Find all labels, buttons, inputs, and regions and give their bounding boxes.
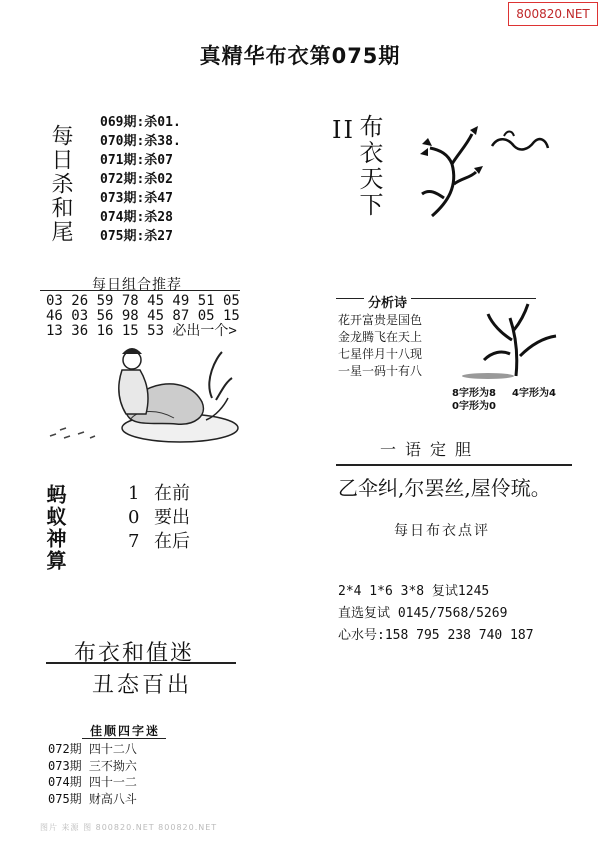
divider xyxy=(46,662,236,664)
list-item: 073期:杀47 xyxy=(100,191,173,206)
list-item: 1 在前 xyxy=(128,483,190,504)
ant-oracle-list xyxy=(128,482,190,554)
list-item: 46 03 56 98 45 87 05 15 xyxy=(46,308,240,324)
list-item: 075期:杀27 xyxy=(100,229,173,244)
list-item: 花开富贵是国色 xyxy=(338,313,423,327)
four-char-riddle-heading: 佳顺四字迷 xyxy=(90,724,161,738)
ant-oracle-heading: 蚂蚁神算 xyxy=(43,484,67,572)
yi-yu-ding-dan-heading: 一语定胆 xyxy=(380,440,481,459)
list-item: 070期:杀38. xyxy=(100,134,181,149)
list-item: 074期:杀28 xyxy=(100,210,173,225)
tree-sketch-illustration xyxy=(400,124,560,224)
analysis-poem-lines xyxy=(338,312,422,380)
analysis-note: 4字形为4 xyxy=(512,388,556,399)
scholar-sketch-illustration xyxy=(30,340,240,450)
list-item: 心水号:158 795 238 740 187 xyxy=(338,628,534,643)
list-item: 073期 三不拗六 xyxy=(48,758,137,773)
list-item: 2*4 1*6 3*8 复试1245 xyxy=(338,584,490,599)
analysis-note: 0字形为0 xyxy=(452,401,496,412)
list-item: 075期 财高八斗 xyxy=(48,791,137,806)
list-item: 一星一码十有八 xyxy=(338,364,423,378)
list-item: 071期:杀07 xyxy=(100,153,173,168)
daily-comment-heading: 每日布衣点评 xyxy=(394,523,490,539)
daily-combo-numbers xyxy=(46,294,240,339)
divider xyxy=(336,464,572,466)
bu-yi-tian-xia-heading: 布衣天下 II xyxy=(332,114,383,218)
list-item: 七星伴月十八现 xyxy=(338,347,423,361)
list-item: 直选复试 0145/7568/5269 xyxy=(338,606,508,621)
daily-combo-heading: 每日组合推荐 xyxy=(92,277,182,293)
list-item: 13 36 16 15 53 必出一个> xyxy=(46,323,237,339)
four-char-riddle-list xyxy=(48,741,137,807)
site-watermark: 800820.NET xyxy=(508,2,598,26)
list-item: 069期:杀01. xyxy=(100,115,181,130)
yi-yu-ding-dan-text: 乙伞纠,尔罢丝,屋伶琉。 xyxy=(338,476,551,500)
analysis-poem-heading: 分析诗 xyxy=(364,292,411,311)
page-title: 真精华布衣第075期 xyxy=(199,44,401,68)
divider xyxy=(82,738,166,739)
buyi-mystery-heading: 布衣和值迷 xyxy=(74,641,195,666)
analysis-note: 8字形为8 xyxy=(452,388,496,399)
daily-kill-tail-list xyxy=(100,113,181,246)
list-item: 072期 四十二八 xyxy=(48,742,137,756)
list-item: 7 在后 xyxy=(128,531,190,552)
list-item: 金龙腾飞在天上 xyxy=(338,330,423,344)
footer-watermark: 图片 来源 图 800820.NET 800820.NET xyxy=(40,823,218,832)
bare-tree-illustration xyxy=(462,300,572,380)
list-item: 03 26 59 78 45 49 51 05 xyxy=(46,293,240,309)
list-item: 0 要出 xyxy=(128,507,190,528)
daily-kill-tail-heading: 每日杀和尾 xyxy=(48,124,73,244)
recommendation-lines xyxy=(338,581,534,647)
list-item: 074期 四十一二 xyxy=(48,775,137,789)
list-item: 072期:杀02 xyxy=(100,172,173,187)
buyi-mystery-answer: 丑态百出 xyxy=(92,673,193,698)
divider xyxy=(40,290,240,291)
